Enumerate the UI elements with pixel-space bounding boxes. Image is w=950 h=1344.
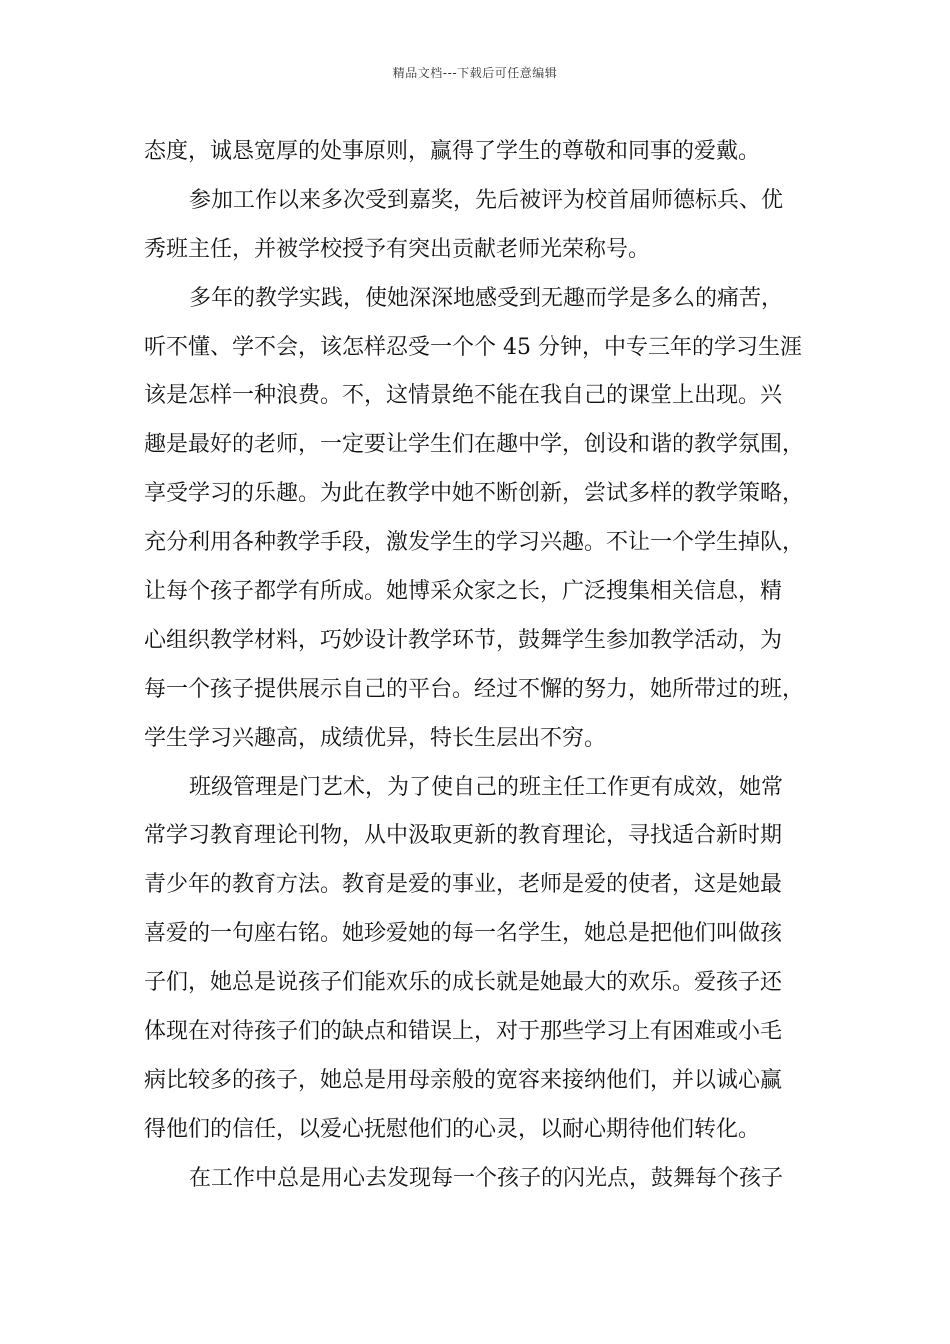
text-line: 体现在对待孩子们的缺点和错误上，对于那些学习上有困难或小毛 bbox=[144, 1019, 783, 1045]
text-line: 充分利用各种教学手段，激发学生的学习兴趣。不让一个学生掉队， bbox=[144, 530, 805, 556]
text-line: 秀班主任，并被学校授予有突出贡献老师光荣称号。 bbox=[144, 236, 651, 262]
text-line: 喜爱的一句座右铭。她珍爱她的每一名学生，她总是把他们叫做孩 bbox=[144, 921, 783, 947]
body-text bbox=[144, 128, 824, 1204]
text-line: 常学习教育理论刊物，从中汲取更新的教育理论，寻找适合新时期 bbox=[144, 823, 783, 849]
text-line: 学生学习兴趣高，成绩优异，特长生层出不穷。 bbox=[144, 725, 607, 751]
text-line: 子们，她总是说孩子们能欢乐的成长就是她最大的欢乐。爱孩子还 bbox=[144, 970, 783, 996]
text-line: 得他们的信任，以爱心抚慰他们的心灵，以耐心期待他们转化。 bbox=[144, 1116, 761, 1142]
text-line: 心组织教学材料，巧妙设计教学环节，鼓舞学生参加教学活动，为 bbox=[144, 627, 783, 653]
paragraph-start-line: 参加工作以来多次受到嘉奖，先后被评为校首届师德标兵、优 bbox=[189, 187, 784, 213]
text-line: 态度，诚恳宽厚的处事原则，赢得了学生的尊敬和同事的爱戴。 bbox=[144, 139, 761, 164]
text-line: 青少年的教育方法。教育是爱的事业，老师是爱的使者，这是她最 bbox=[144, 872, 783, 898]
text-line: 听不懂、学不会，该怎样忍受一个个 45 分钟，中专三年的学习生涯 bbox=[144, 334, 802, 360]
text-line: 该是怎样一种浪费。不，这情景绝不能在我自己的课堂上出现。兴 bbox=[144, 383, 783, 409]
paragraph-start-line: 多年的教学实践，使她深深地感受到无趣而学是多么的痛苦， bbox=[189, 285, 784, 311]
paragraph-start-line: 在工作中总是用心去发现每一个孩子的闪光点，鼓舞每个孩子 bbox=[189, 1165, 784, 1191]
text-line: 每一个孩子提供展示自己的平台。经过不懈的努力，她所带过的班， bbox=[144, 676, 805, 702]
text-line: 趣是最好的老师，一定要让学生们在趣中学，创设和谐的教学氛围， bbox=[144, 432, 805, 458]
text-line: 病比较多的孩子，她总是用母亲般的宽容来接纳他们，并以诚心赢 bbox=[144, 1067, 783, 1093]
text-line: 享受学习的乐趣。为此在教学中她不断创新，尝试多样的教学策略， bbox=[144, 481, 805, 507]
text-line: 让每个孩子都学有所成。她博采众家之长，广泛搜集相关信息，精 bbox=[144, 579, 783, 605]
paragraph-start-line: 班级管理是门艺术，为了使自己的班主任工作更有成效，她常 bbox=[189, 774, 784, 800]
page-header: 精品文档---下载后可任意编辑 bbox=[392, 66, 558, 80]
